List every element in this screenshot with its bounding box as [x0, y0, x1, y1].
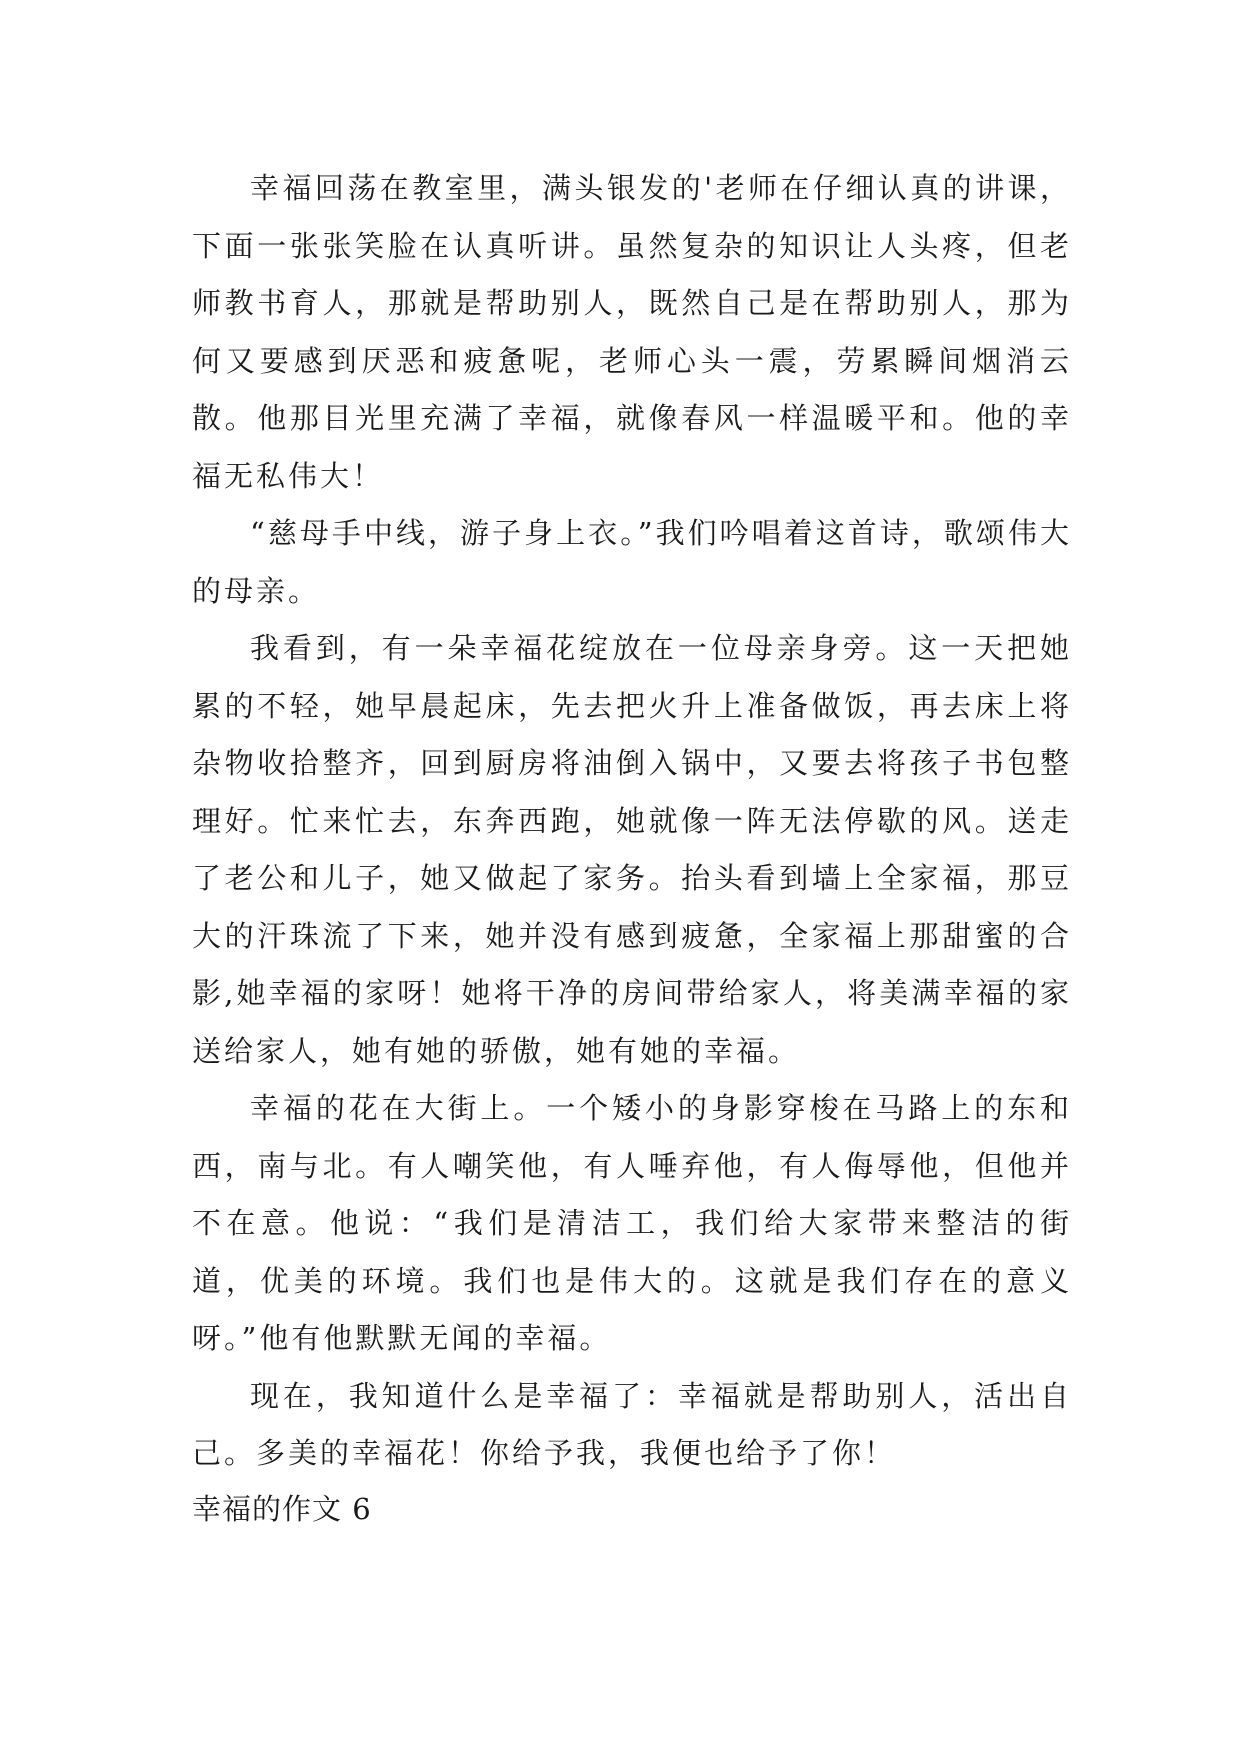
paragraph-street-cleaner: 幸福的花在大街上。一个矮小的身影穿梭在马路上的东和西，南与北。有人嘲笑他，有人唾弃他，有人侮辱他，但他并不在意。他说：“我们是清洁工，我们给大家带来整洁的街道，优美的环境。我们也是伟大的。这就是我们存在的意义呀。”他有他默默无闻的幸福。 — [192, 1091, 1072, 1355]
section-heading: 幸福的作文 6 — [192, 1491, 372, 1526]
document-body — [192, 160, 1072, 1535]
paragraph-classroom: 幸福回荡在教室里，满头银发的'老师在仔细认真的讲课，下面一张张笑脸在认真听讲。虽然复杂的知识让人头疼，但老师教书育人，那就是帮助别人，既然自己是在帮助别人，那为何又要感到厌恶和疲惫呢，老师心头一震，劳累瞬间烟消云散。他那目光里充满了幸福，就像春风一样温暖平和。他的幸福无私伟大！ — [192, 171, 1072, 493]
paragraph-conclusion: 现在，我知道什么是幸福了：幸福就是帮助别人，活出自己。多美的幸福花！你给予我，我便也给予了你！ — [192, 1378, 1072, 1470]
paragraph-mother: 我看到，有一朵幸福花绽放在一位母亲身旁。这一天把她累的不轻，她早晨起床，先去把火升上准备做饭，再去床上将杂物收拾整齐，回到厨房将油倒入锅中，又要去将孩子书包整理好。忙来忙去，东奔西跑，她就像一阵无法停歇的风。送走了老公和儿子，她又做起了家务。抬头看到墙上全家福，那豆大的汗珠流了下来，她并没有感到疲惫，全家福上那甜蜜的合影,她幸福的家呀！她将干净的房间带给家人，将美满幸福的家送给家人，她有她的骄傲，她有她的幸福。 — [192, 631, 1072, 1068]
paragraph-poem: “慈母手中线，游子身上衣。”我们吟唱着这首诗，歌颂伟大的母亲。 — [192, 516, 1072, 608]
